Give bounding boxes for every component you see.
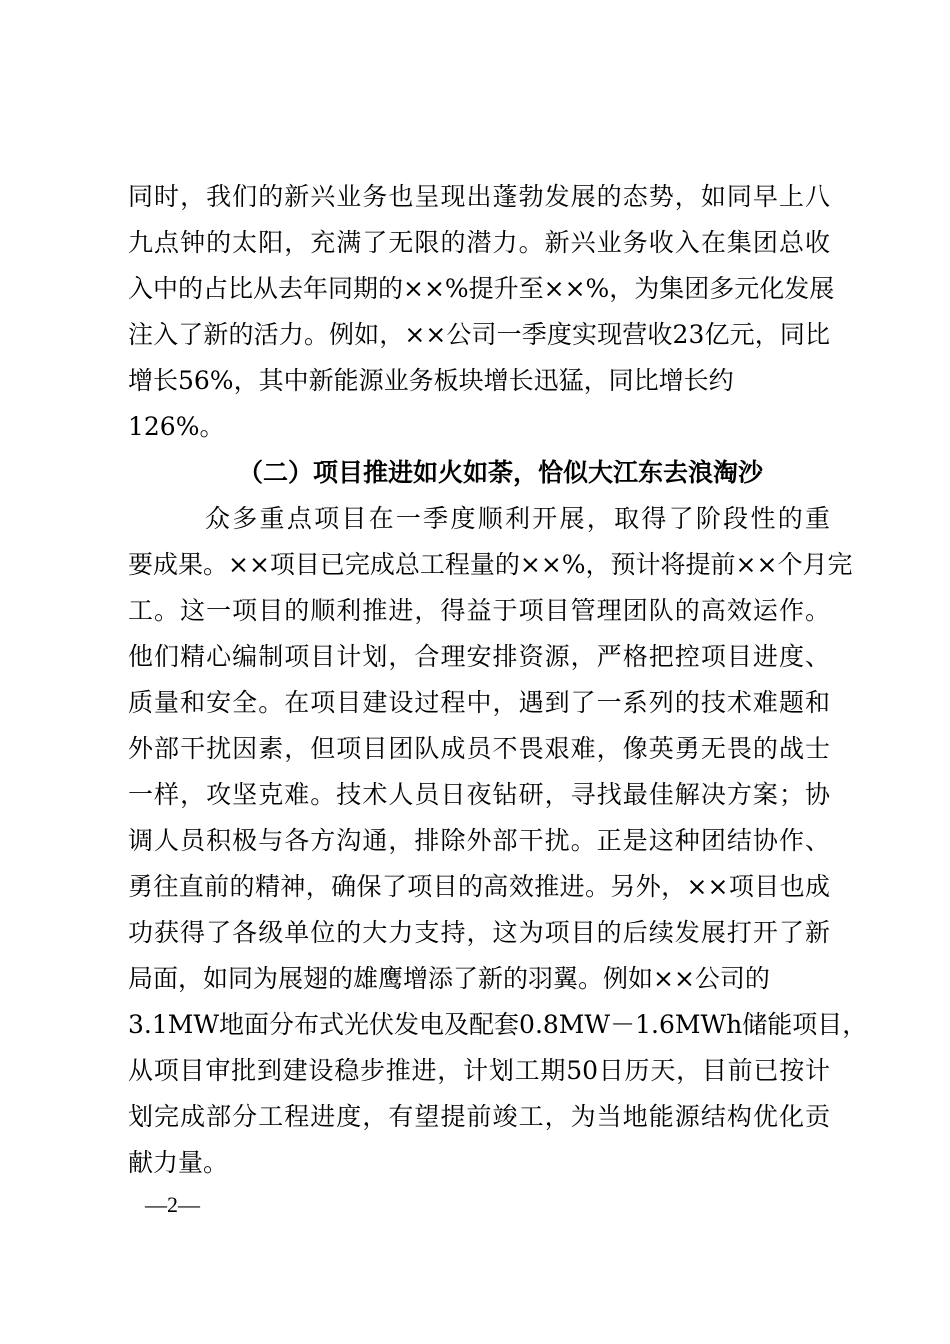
page-number: —2— [145,1192,200,1217]
text-line: 126%。 [128,412,225,441]
text-line: 从项目审批到建设稳步推进，计划工期50日历天，目前已按计 [128,1056,830,1085]
text-line: 调人员积极与各方沟通，排除外部干扰。正是这种团结协作、 [128,826,830,855]
section-heading: （二）项目推进如火如荼，恰似大江东去浪淘沙 [238,458,764,487]
text-line: 九点钟的太阳，充满了无限的潜力。新兴业务收入在集团总收 [128,228,830,257]
text-line: 外部干扰因素，但项目团队成员不畏艰难，像英勇无畏的战士 [128,734,830,763]
text-line: 他们精心编制项目计划，合理安排资源，严格把控项目进度、 [128,642,830,671]
text-line: 增长56%，其中新能源业务板块增长迅猛，同比增长约 [128,366,734,395]
text-line: 质量和安全。在项目建设过程中，遇到了一系列的技术难题和 [128,688,830,717]
text-line: 同时，我们的新兴业务也呈现出蓬勃发展的态势，如同早上八 [128,182,830,211]
text-line: 要成果。××项目已完成总工程量的××%，预计将提前××个月完 [128,550,853,579]
text-line: 工。这一项目的顺利推进，得益于项目管理团队的高效运作。 [128,596,830,625]
text-line: 注入了新的活力。例如，××公司一季度实现营收23亿元，同比 [128,320,830,349]
text-line: 众多重点项目在一季度顺利开展，取得了阶段性的重 [205,504,830,533]
text-line: 一样，攻坚克难。技术人员日夜钻研，寻找最佳解决方案；协 [128,780,830,809]
text-line: 3.1MW地面分布式光伏发电及配套0.8MW－1.6MWh储能项目， [128,1010,868,1039]
text-line: 划完成部分工程进度，有望提前竣工，为当地能源结构优化贡 [128,1102,830,1131]
text-line: 功获得了各级单位的大力支持，这为项目的后续发展打开了新 [128,918,830,947]
text-line: 勇往直前的精神，确保了项目的高效推进。另外，××项目也成 [128,872,830,901]
text-line: 入中的占比从去年同期的××%提升至××%，为集团多元化发展 [128,274,835,303]
text-line: 局面，如同为展翅的雄鹰增添了新的羽翼。例如××公司的 [128,964,770,993]
text-line: 献力量。 [128,1148,229,1177]
